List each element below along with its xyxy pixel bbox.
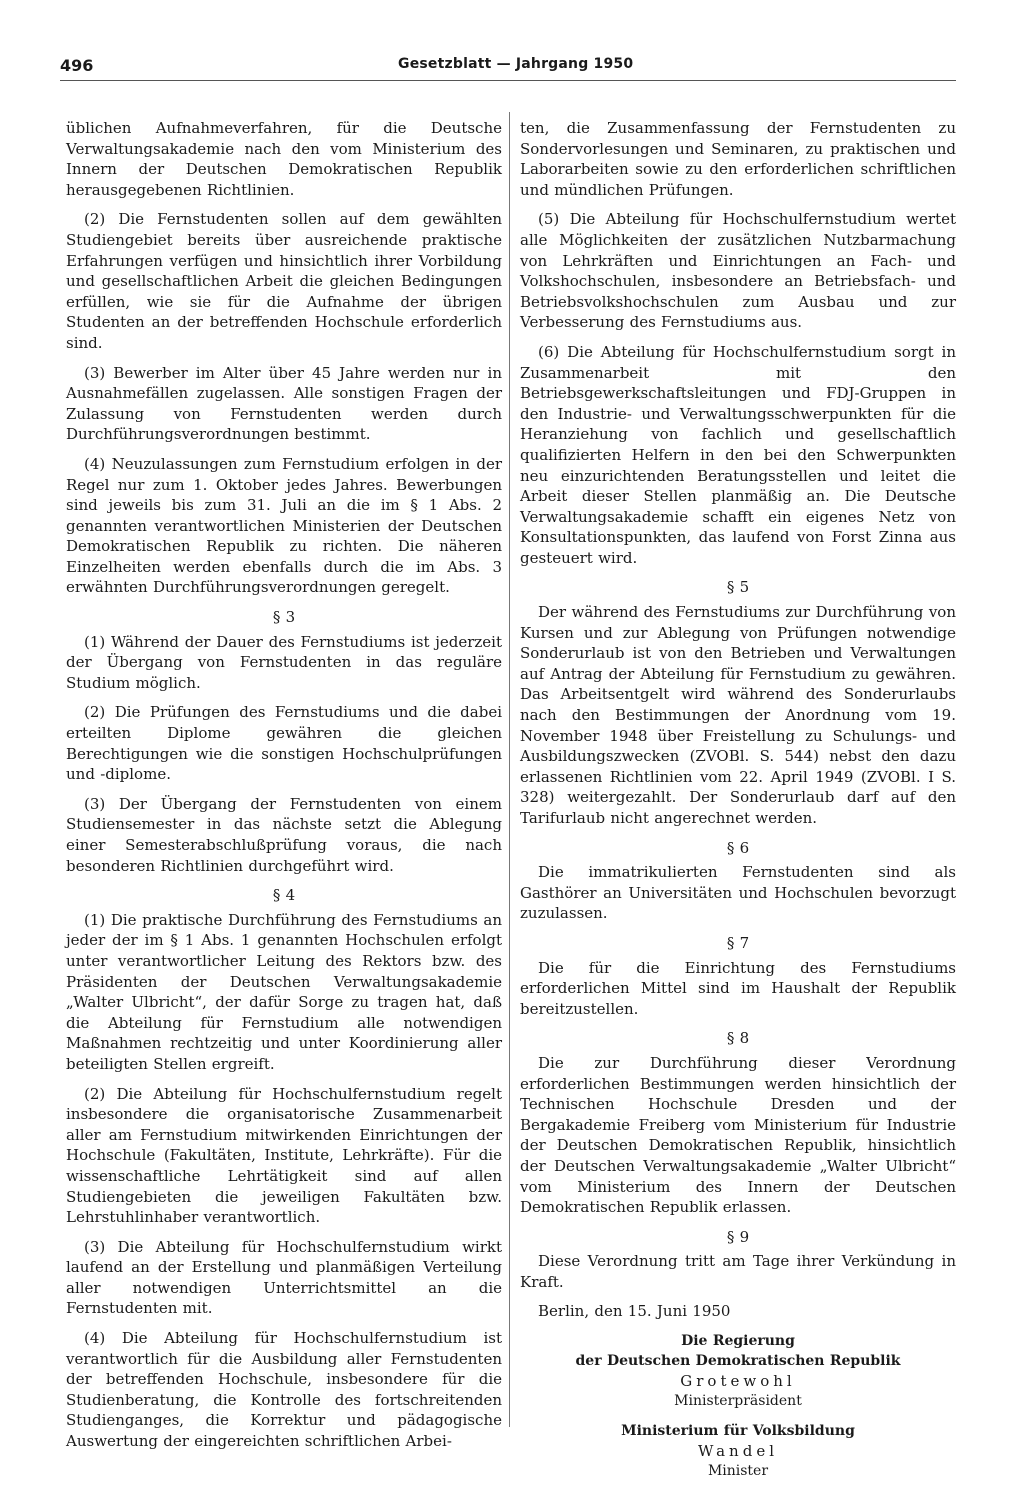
signature-org-line: Ministerium für Volksbildung — [621, 1423, 855, 1440]
paragraph-4-4: (4) Die Abteilung für Hochschulfernstudium ist verantwortlich für die Ausbildung aller Fernstudenten der betreffenden Hochschule, insbesondere für die Studienberatung, die Kontrolle des fortschreitenden Studienganges, die Korrektur und pädagogische Auswertung der eingereichten schriftlichen Arbei- — [66, 1329, 502, 1451]
section-3-heading: § 3 — [272, 608, 296, 627]
signature-block-government — [520, 1331, 956, 1411]
left-column — [66, 118, 502, 1461]
running-head: Gesetzblatt — Jahrgang 1950 — [398, 56, 634, 72]
paragraph-3-3: (3) Der Übergang der Fernstudenten von einem Studiensemester in das nächste setzt die Ablegung einer Semesterabschlußprüfung voraus, die nach besonderen Richtlinien durchgeführt wird. — [66, 794, 502, 875]
column-divider — [509, 112, 510, 1427]
signature-org-line-2: der Deutschen Demokratischen Republik — [575, 1353, 901, 1370]
paragraph-6: Die immatrikulierten Fernstudenten sind als Gasthörer an Universitäten und Hochschulen bevorzugt zuzulassen. — [520, 863, 956, 923]
paragraph-4-6: (6) Die Abteilung für Hochschulfernstudium sorgt in Zusammenarbeit mit den Betriebsgewerkschaftsleitungen und FDJ-Gruppen in den Industrie- und Verwaltungsschwerpunkten für die Heranziehung von fachlich und gesellschaftlich qualifizierten Helfern in den bei den Schwerpunkten neu einzurichtenden Beratungsstellen und leitet die Arbeit dieser Stellen planmäßig an. Die Deutsche Verwaltungsakademie schafft ein eigenes Netz von Konsultationspunkten, das laufend von Forst Zinna aus gesteuert wird. — [520, 342, 956, 567]
signatory-title: Ministerpräsident — [674, 1393, 802, 1410]
page-number: 496 — [60, 56, 94, 75]
paragraph-2-2: (2) Die Fernstudenten sollen auf dem gewählten Studiengebiet bereits über ausreichende praktische Erfahrungen verfügen und hinsichtlich ihrer Vorbildung und gesellschaftlichen Arbeit die gleichen Bedingungen erfüllen, wie sie für die Aufnahme der übrigen Studenten an der betreffenden Hochschule erforderlich sind. — [66, 210, 502, 352]
section-6-heading: § 6 — [726, 838, 750, 857]
section-5-heading: § 5 — [726, 578, 750, 597]
signature-spacer — [520, 1411, 956, 1421]
signature-block-ministry — [520, 1421, 956, 1481]
paragraph-2-3: (3) Bewerber im Alter über 45 Jahre werden nur in Ausnahmefällen zugelassen. Alle sonstigen Fragen der Zulassung von Fernstudenten werden durch Durchführungsverordnungen bestimmt. — [66, 363, 502, 444]
continued-paragraph: üblichen Aufnahmeverfahren, für die Deutsche Verwaltungsakademie nach den vom Ministerium des Innern der Deutschen Demokratischen Republik herausgegebenen Richtlinien. — [66, 119, 502, 199]
section-4-heading: § 4 — [272, 886, 296, 905]
paragraph-3-2: (2) Die Prüfungen des Fernstudiums und die dabei erteilten Diplome gewähren die gleichen Berechtigungen wie die sonstigen Hochschulprüfungen und -diplome. — [66, 703, 502, 784]
signatory-title: Minister — [707, 1463, 769, 1480]
paragraph-5: Der während des Fernstudiums zur Durchführung von Kursen und zur Ablegung von Prüfungen notwendige Sonderurlaub ist von den Betrieben und Verwaltungen auf Antrag der Abteilung für Fernstudium zu gewähren. Das Arbeitsentgelt wird während des Sonderurlaubs nach den Bestimmungen der Anordnung vom 19. November 1948 über Freistellung zu Schulungs- und Ausbildungszwecken (ZVOBl. S. 544) nebst den dazu erlassenen Richtlinien vom 22. April 1949 (ZVOBl. I S. 328) weitergezahlt. Der Sonderurlaub darf auf den Tarifurlaub nicht angerechnet werden. — [520, 603, 956, 827]
section-9-heading: § 9 — [726, 1227, 750, 1246]
header-rule — [60, 80, 956, 81]
paragraph-4-5: (5) Die Abteilung für Hochschulfernstudium wertet alle Möglichkeiten der zusätzlichen Nutzbarmachung von Lehrkräften und Einrichtungen an Fach- und Volkshochschulen, insbesondere an Betriebsfach- und Betriebsvolkshochschulen zum Ausbau und zur Verbesserung des Fernstudiums aus. — [520, 210, 956, 332]
page-header — [60, 56, 960, 80]
right-column — [520, 118, 956, 1481]
paragraph-4-2: (2) Die Abteilung für Hochschulfernstudium regelt insbesondere die organisatorische Zusammenarbeit aller am Fernstudium mitwirkenden Einrichtungen der Hochschule (Fakultäten, Institute, Lehrkräfte). Für die wissenschaftliche Lehrtätigkeit sind auf allen Studiengebieten die jeweiligen Fakultäten bzw. Lehrstuhlinhaber verantwortlich. — [66, 1084, 502, 1227]
paragraph-4-1: (1) Die praktische Durchführung des Fernstudiums an jeder der im § 1 Abs. 1 genannten Hochschulen erfolgt unter verantwortlicher Leitung des Rektors bzw. des Präsidenten der Deutschen Verwaltungsakademie „Walter Ulbricht“, der dafür Sorge zu tragen hat, daß die Abteilung für Fernstudium alle notwendigen Maßnahmen rechtzeitig und unter Koordinierung aller beteiligten Stellen ergreift. — [66, 910, 502, 1073]
signatory-name: Wandel — [698, 1442, 778, 1461]
continued-paragraph: ten, die Zusammenfassung der Fernstudenten zu Sondervorlesungen und Seminaren, zu praktischen und Laborarbeiten sowie zu den erforderlichen schriftlichen und mündlichen Prüfungen. — [520, 119, 956, 199]
paragraph-9: Diese Verordnung tritt am Tage ihrer Verkündung in Kraft. — [520, 1252, 956, 1291]
date-line: Berlin, den 15. Juni 1950 — [538, 1302, 731, 1321]
paragraph-7: Die für die Einrichtung des Fernstudiums erforderlichen Mittel sind im Haushalt der Republik bereitzustellen. — [520, 958, 956, 1018]
section-8-heading: § 8 — [726, 1029, 750, 1048]
signatory-name: Grotewohl — [680, 1372, 796, 1391]
signature-org-line-1: Die Regierung — [681, 1333, 795, 1350]
paragraph-2-4: (4) Neuzulassungen zum Fernstudium erfolgen in der Regel nur zum 1. Oktober jedes Jahres. Bewerbungen sind jeweils bis zum 31. Juli an die im § 1 Abs. 2 genannten verantwortlichen Ministerien der Deutschen Demokratischen Republik zu richten. Die näheren Einzelheiten werden ebenfalls durch die im Abs. 3 erwähnten Durchführungsverordnungen geregelt. — [66, 454, 502, 597]
paragraph-4-3: (3) Die Abteilung für Hochschulfernstudium wirkt laufend an der Erstellung und planmäßigen Verteilung aller notwendigen Unterrichtsmittel an die Fernstudenten mit. — [66, 1237, 502, 1318]
paragraph-8: Die zur Durchführung dieser Verordnung erforderlichen Bestimmungen werden hinsichtlich der Technischen Hochschule Dresden und der Bergakademie Freiberg vom Ministerium für Industrie der Deutschen Demokratischen Republik, hinsichtlich der Deutschen Verwaltungsakademie „Walter Ulbricht“ vom Ministerium des Innern der Deutschen Demokratischen Republik erlassen. — [520, 1053, 956, 1217]
section-7-heading: § 7 — [726, 933, 750, 952]
paragraph-3-1: (1) Während der Dauer des Fernstudiums ist jederzeit der Übergang von Fernstudenten in das reguläre Studium möglich. — [66, 632, 502, 692]
